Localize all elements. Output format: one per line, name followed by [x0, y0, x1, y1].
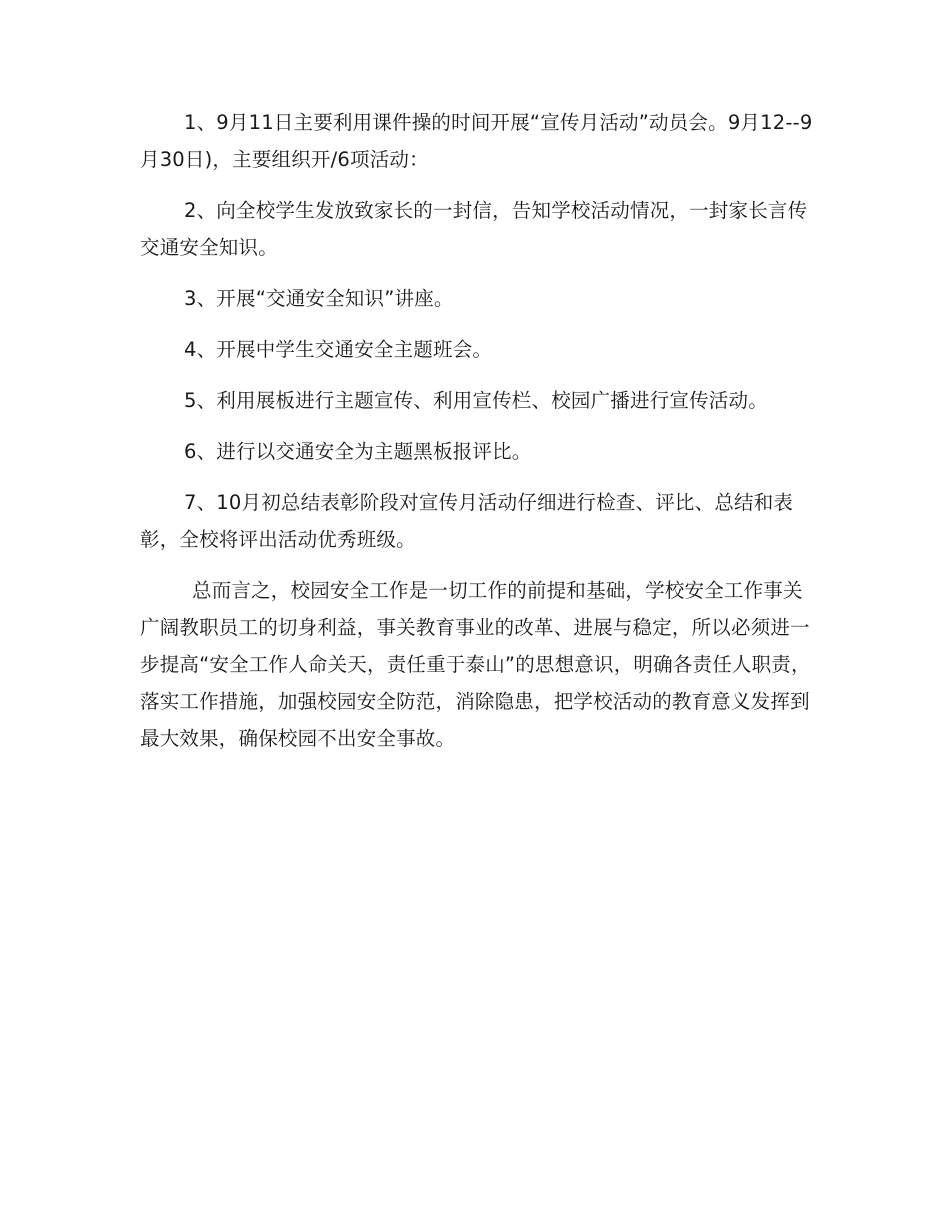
summary-paragraph: 总而言之，校园安全工作是一切工作的前提和基础，学校安全工作事关广阔教职员工的切身利益，事关教育事业的改革、进展与稳定，所以必须进一步提高“安全工作人命关天，责任重于泰山”的思想意识，明确各责任人职责，落实工作措施，加强校园安全防范，消除隐患，把学校活动的教育意义发挥到最大效果，确保校园不出安全事故。 — [140, 579, 811, 750]
paragraph-item-2: 2、向全校学生发放致家长的一封信，告知学校活动情况，一封家长言传交通安全知识。 — [140, 199, 808, 259]
paragraph-item-5: 5、利用展板进行主题宣传、利用宣传栏、校园广播进行宣传活动。 — [184, 389, 768, 412]
paragraph-item-1: 1、9月11日主要利用课件操的时间开展“宣传月活动”动员会。9月12--9月30日)，主要组织开/6项活动： — [140, 111, 813, 171]
document-body — [140, 104, 815, 771]
paragraph-item-7: 7、10月初总结表彰阶段对宣传月活动仔细进行检查、评比、总结和表彰，全校将评出活动优秀班级。 — [140, 491, 794, 551]
paragraph-item-6: 6、进行以交通安全为主题黑板报评比。 — [184, 440, 532, 463]
paragraph-item-3: 3、开展“交通安全知识”讲座。 — [184, 287, 454, 310]
paragraph-item-4: 4、开展中学生交通安全主题班会。 — [184, 338, 493, 361]
